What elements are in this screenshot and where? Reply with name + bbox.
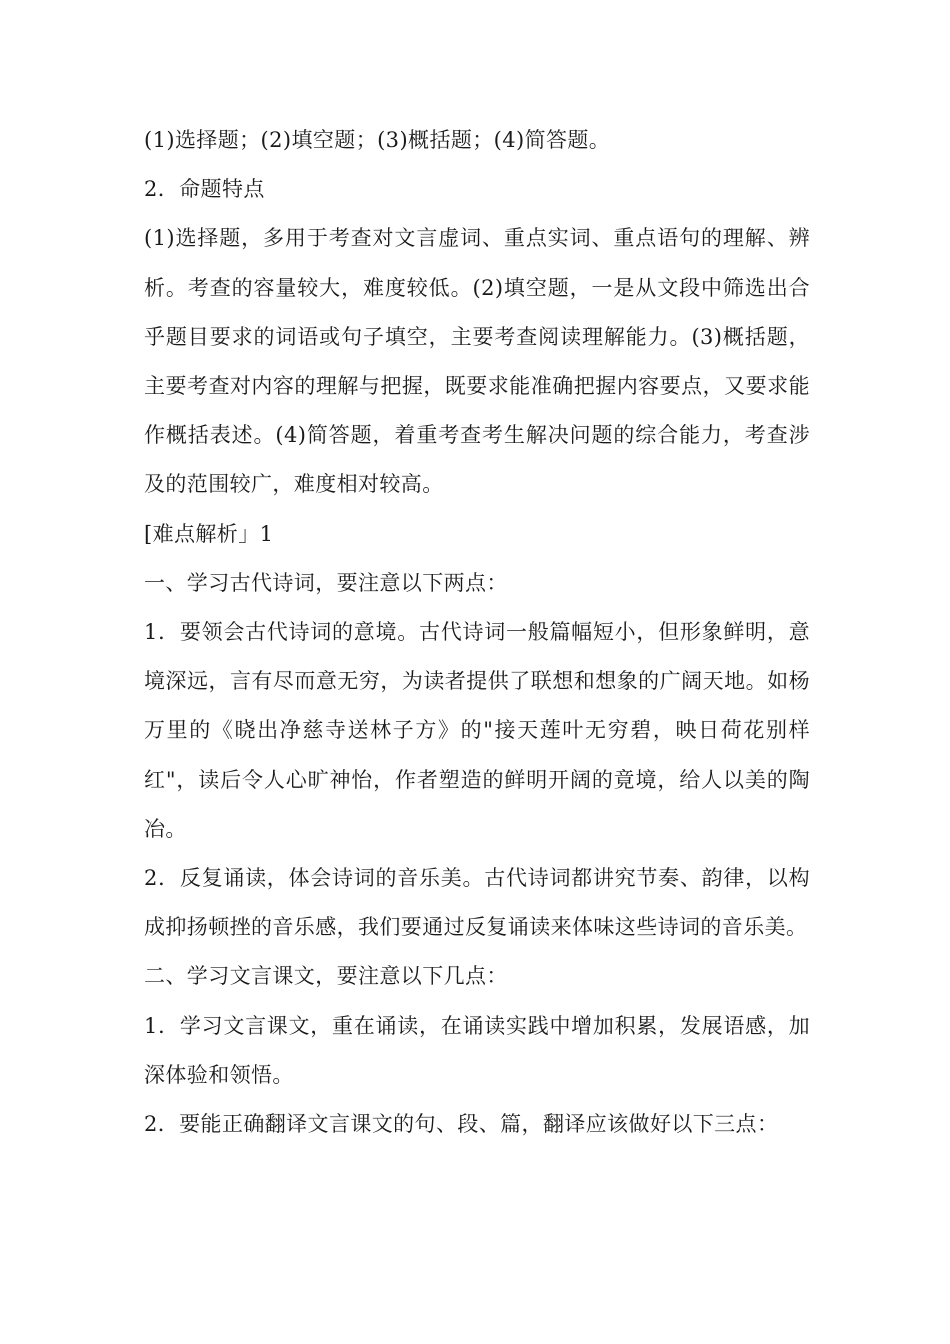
paragraph-features-detail: (1)选择题，多用于考查对文言虚词、重点实词、重点语句的理解、辨析。考查的容量较大，难度较低。(2)填空题，一是从文段中筛选出合乎题目要求的词语或句子填空，主要考查阅读理解能力。(3)概括题，主要考查对内容的理解与把握，既要求能准确把握内容要点，又要求能作概括表述。(4)简答题，着重考查考生解决问题的综合能力，考查涉及的范围较广，难度相对较高。 [144,226,810,497]
document-body [144,116,810,1149]
paragraph-heading-features: 2．命题特点 [144,177,265,202]
paragraph-poetry-point-2: 2．反复诵读，体会诗词的音乐美。古代诗词都讲究节奏、韵律，以构成抑扬顿挫的音乐感，我们要通过反复诵读来体味这些诗词的音乐美。 [144,866,810,940]
paragraph-classical-point-1: 1．学习文言课文，重在诵读，在诵读实践中增加积累，发展语感，加深体验和领悟。 [144,1013,810,1087]
paragraph-poetry-heading: 一、学习古代诗词，要注意以下两点： [144,570,508,595]
paragraph-difficulty-heading: [难点解析」1 [144,521,274,546]
paragraph-question-types: (1)选择题；(2)填空题；(3)概括题；(4)简答题。 [144,128,611,152]
paragraph-poetry-point-1: 1．要领会古代诗词的意境。古代诗词一般篇幅短小，但形象鲜明，意境深远，言有尽而意无穷，为读者提供了联想和想象的广阔天地。如杨万里的《晓出净慈寺送林子方》的"接天莲叶无穷碧，映日荷花别样红"，读后令人心旷神怡，作者塑造的鲜明开阔的竟境，给人以美的陶冶。 [144,620,810,841]
paragraph-classical-heading: 二、学习文言课文，要注意以下几点： [144,964,508,989]
paragraph-classical-point-2: 2．要能正确翻译文言课文的句、段、篇，翻译应该做好以下三点： [144,1112,779,1137]
